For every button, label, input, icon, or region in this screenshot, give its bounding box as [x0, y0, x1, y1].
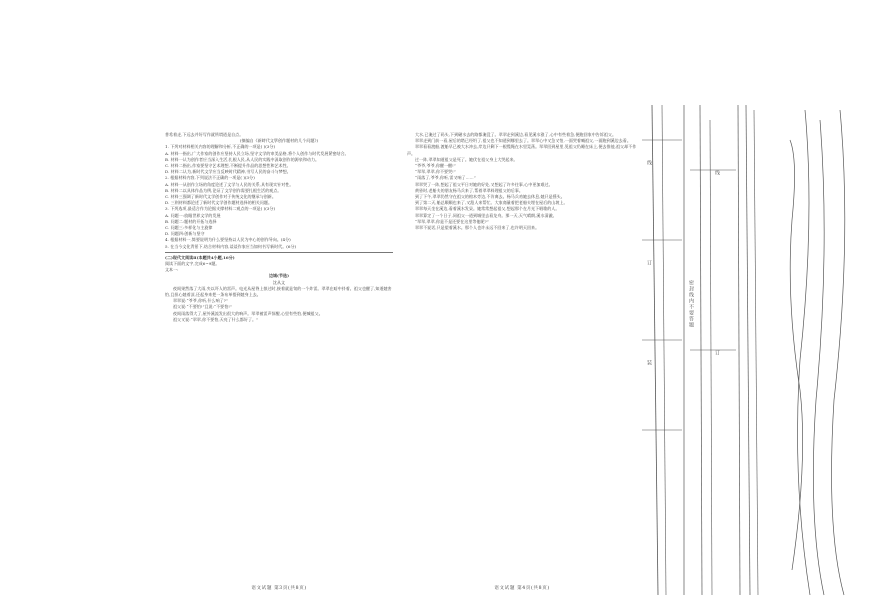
story-paragraph: 到了第二天,船总顺顺也来了,又派人来帮忙。大家商量着把老船夫埋在屋后的山坡上。 [415, 200, 568, 206]
question-line: 2. 根据材料内容,下列说法不正确的一项是( )(3分) [165, 175, 255, 181]
question-line: 1. 下列对材料相关内容的理解和分析,不正确的一项是( )(3分) [165, 144, 276, 150]
question-line: 3. 下列选项,最适合作为论据支撑材料二观点的一项是( )(3分) [165, 206, 276, 212]
section2-heading: (二)现代文阅读Ⅱ(本题共4小题,16分) [165, 254, 235, 260]
story-paragraph: 到了下午,翠翠仍然守在祖父的棺木旁边,不肯离去。杨马兵劝她去休息,她只是摇头。 [415, 194, 565, 200]
question-line: B. 问题二:题材的开拓与选择 [165, 218, 217, 224]
question-line: D. 三则材料都论述了新时代文学创作题材选择的相关问题。 [165, 200, 273, 206]
text-label: 文本一: [165, 267, 179, 273]
section2-instruction: 阅读下面的文字,完成6~9题。 [165, 261, 220, 267]
story-paragraph: 翠翠哭了一阵,想起了祖父平日对她的好处,又想起了许多往事,心中更加难过。 [415, 181, 553, 187]
section-divider [165, 252, 393, 253]
binding-mark-3: 装 [646, 360, 652, 366]
binding-mark-4: 线 [714, 170, 720, 176]
story-paragraph: 祖父说:“不要怕!”且说:“不要怕!” [173, 304, 233, 310]
story-paragraph: “爷爷,爷爷,你醒一醒!” [415, 163, 456, 169]
question-line: C. 问题三:多样化与主旋律 [165, 225, 213, 231]
story-paragraph: “翠翠,翠翠,你是不是还要在这里等他呢?” [415, 218, 489, 224]
question-line: A. 问题一:放眼世界文学的发展 [165, 212, 221, 218]
binding-mark-1: 线 [646, 160, 652, 166]
story-paragraph: “翠翠,翠翠,你不要哭!” [415, 169, 456, 175]
binding-mark-2: 订 [646, 260, 652, 266]
story-paragraph: 翠翠每天坐在溪边,看着溪水发呆。她常常想起祖父,想起那个在月光下唱歌的人。 [415, 206, 560, 212]
story-paragraph: 祖父又说:“翠翠,你不要怕,天亮了什么都好了。” [173, 316, 259, 322]
story-paragraph: 翠翠走到门前一看,屋后的塔已经坍了,祖父也不知道到哪里去了。翠翠心中又急又怕,一面哭着喊祖父,一面跑到溪边去看。 [415, 138, 631, 144]
story-paragraph: 夜间果然落了大雨,夹以吓人的雷声。电光从屋脊上掠过时,接着就是訇的一个炸雷。翠翠在暗中抖着。祖父也醒了,知道她害怕,且担心她着凉,还起身来把一条布单搭到她身上去。 [165, 285, 392, 298]
story-paragraph: 翠翠算定了一个日子,同祖父一道到城里去看龙舟。那一天,天气晴朗,溪水清澈。 [415, 212, 557, 218]
story-paragraph: 黄昏时,老船夫的朋友杨马兵来了,帮着翠翠料理祖父的后事。 [415, 187, 523, 193]
question-line: 5. 在当今文化背景下,结合材料内容,谈谈作家应当如何书写新时代。(6分) [165, 243, 297, 249]
page-footer-left: 语文试题 第3页(共8页) [251, 585, 307, 591]
intro-tail: 普希着走,下远去并好写作就所谓道是自点。 [165, 132, 244, 137]
question-line: C. 材料三强调了新时代文学创作对于传统文化的继承与创新。 [165, 194, 276, 200]
seal-warning-text: 密封线内不要答题 [688, 280, 694, 328]
question-line: D. 材料二认为,新时代文学应当反映时代精神,书写人民的奋斗与梦想。 [165, 169, 291, 175]
question-line: A. 材料一从创作立场的角度论述了文学与人民的关系,具有现实针对性。 [165, 181, 294, 187]
story-paragraph: 大水,已淹过了码头,下到碾水去的路都淹没了。翠翠走到溪边,看见溪水涨了,心中有些着急,便跑回家中告诉祖父。 [415, 132, 617, 137]
story-paragraph: “雨落了,爷爷,你听,雷又响了……” [415, 175, 476, 181]
page-left [165, 132, 393, 592]
story-body [165, 286, 393, 323]
question-list [165, 144, 393, 249]
page-footer-right: 语文试题 第4页(共8页) [494, 585, 550, 591]
question-line: B. 材料一认为创作者应当深入生活,扎根人民,从人民的实践中汲取创作的源泉和动力。 [165, 156, 320, 162]
story-continuation [407, 132, 637, 231]
question-line: C. 材料二指出,作家要坚守艺术理想,不断提升作品的思想性和艺术性。 [165, 163, 291, 169]
story-paragraph: 翠翠看看渡船,渡船早已被大水冲去,岸边只剩下一根缆绳在水里晃荡。翠翠回到屋里,见祖父仍睡在床上,便去推他,祖父却不作声。 [407, 144, 637, 156]
binding-lines [640, 100, 870, 600]
story-author: 沈从文 [272, 279, 286, 285]
story-paragraph: 夜间雨落得大了,屋外溪流发出很大的响声。翠翠被雷声惊醒,心里有些怕,便喊祖父。 [173, 310, 323, 316]
story-paragraph: 翠翠不说话,只是望着溪水。那个人也许永远不回来了,也许明天回来。 [415, 225, 540, 231]
story-paragraph: 翠翠说:“爷爷,你听,什么响了?” [173, 298, 228, 304]
question-line: B. 材料二以具体作品为例,论证了文学创作需要扎根生活的观点。 [165, 187, 282, 193]
page-right [407, 132, 637, 592]
question-line: D. 问题四:创新与坚守 [165, 231, 205, 237]
story-title: 边城(节选) [268, 273, 290, 279]
question-line: 4. 根据材料一,简要说明为什么要坚持以人民为中心的创作导向。(4分) [165, 237, 291, 243]
source-note: (摘编自《新時代文學创作题材的几个问题》) [239, 138, 319, 144]
binding-mark-5: 订 [714, 350, 720, 356]
binding-margin [640, 100, 870, 600]
question-line: A. 材料一指出,广大作家的创作应坚持人民立场,坚守文学的审美品格,将个人创作与时代发展紧密结合。 [165, 150, 349, 156]
story-paragraph: 过一阵,翠翠知道祖父是死了。她伏在祖父身上大哭起来。 [415, 156, 518, 162]
